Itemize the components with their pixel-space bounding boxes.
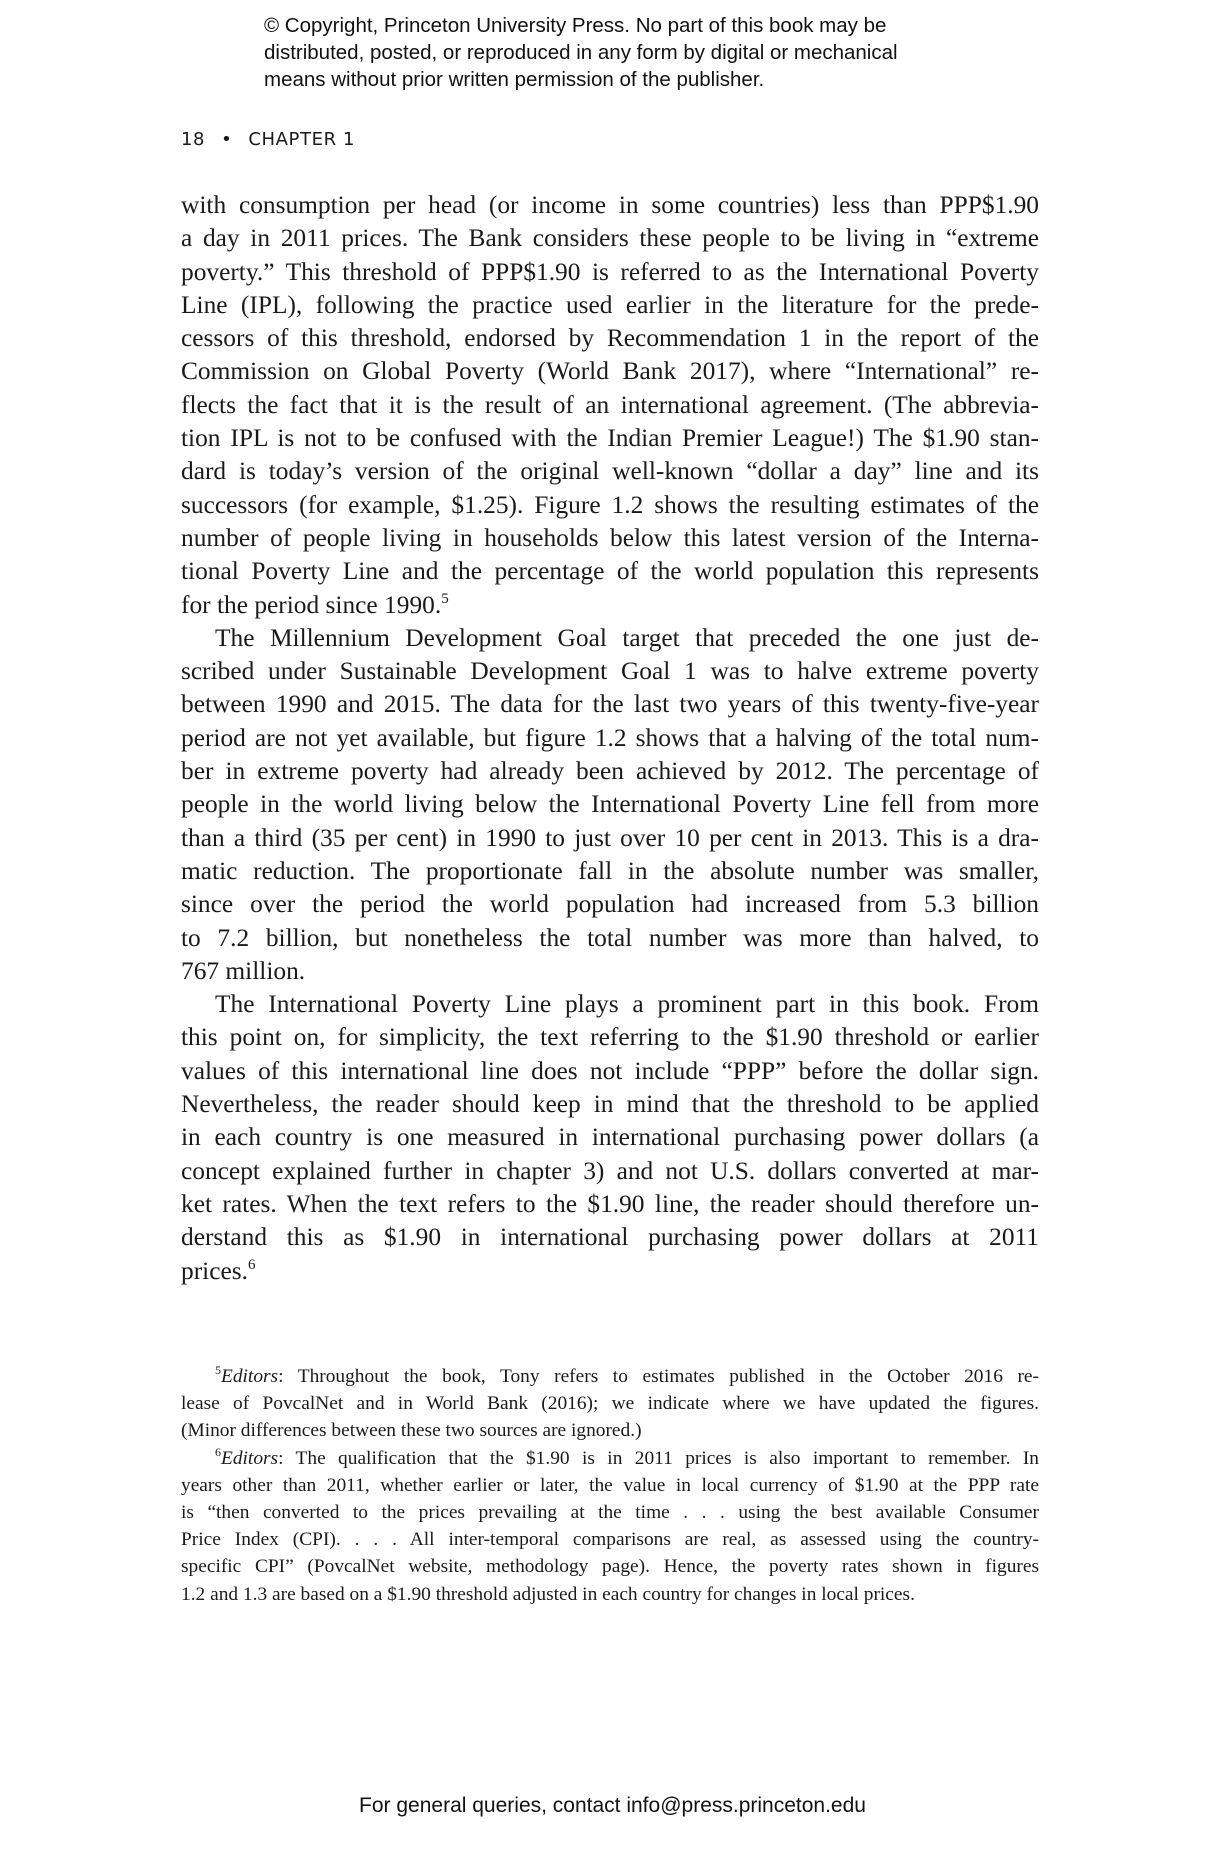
paragraph-1	[181, 189, 1039, 622]
page-number: 18	[181, 129, 206, 150]
contact-footer: For general queries, contact info@press.princeton.edu	[359, 1794, 866, 1817]
text-line	[181, 1255, 1039, 1288]
separator-bullet: •	[221, 129, 233, 150]
footnote-number: 6	[215, 1444, 221, 1459]
text-line: matic reduction. The proportionate fall in the absolute number was smaller,	[181, 856, 1039, 885]
text-line: number of people living in households below this latest version of the Interna-	[181, 523, 1039, 552]
text-line: flects the fact that it is the result of an international agreement. (The abbrevia-	[181, 390, 1039, 419]
running-head	[181, 129, 355, 150]
text-line: 767 million.	[181, 956, 306, 985]
text-line: between 1990 and 2015. The data for the last two years of this twenty-five-year	[181, 690, 1039, 719]
text-line: The International Poverty Line plays a prominent part in this book. From	[215, 990, 1039, 1019]
text-line: ber in extreme poverty had already been achieved by 2012. The percentage of	[181, 757, 1039, 786]
copyright-line: means without prior written permission of the publisher.	[264, 68, 765, 91]
text-line: cessors of this threshold, endorsed by Recommendation 1 in the report of the	[181, 324, 1039, 353]
text-line: a day in 2011 prices. The Bank considers these people to be living in “extreme	[181, 224, 1039, 253]
text-line	[181, 1363, 1039, 1390]
text-line: poverty.” This threshold of PPP$1.90 is referred to as the International Poverty	[181, 257, 1039, 286]
footnote-label: Editors	[221, 1366, 279, 1387]
text-line: derstand this as $1.90 in international purchasing power dollars at 2011	[181, 1223, 1039, 1252]
text-line	[181, 1445, 1039, 1472]
text-fragment: : The qualification that the $1.90 is in 2011 prices is also important to remember. In	[278, 1447, 1039, 1469]
chapter-label: CHAPTER 1	[248, 129, 356, 150]
text-line: Commission on Global Poverty (World Bank 2017), where “International” re-	[181, 357, 1039, 386]
copyright-line: distributed, posted, or reproduced in any form by digital or mechanical	[264, 41, 898, 64]
text-line: dard is today’s version of the original well-known “dollar a day” line and its	[181, 457, 1039, 486]
footnote-reference-6[interactable]: 6	[247, 1256, 256, 1273]
text-line: is “then converted to the prices prevailing at the time . . . using the best available Consumer	[181, 1501, 1039, 1523]
text-line: specific CPI” (PovcalNet website, methodology page). Hence, the poverty rates shown in figures	[181, 1556, 1039, 1578]
text-line: this point on, for simplicity, the text referring to the $1.90 threshold or earlier	[181, 1023, 1039, 1052]
text-line: people in the world living below the International Poverty Line fell from more	[181, 790, 1039, 819]
copyright-notice	[264, 12, 1004, 93]
footnote-6	[181, 1445, 1039, 1608]
footnote-number: 5	[215, 1363, 221, 1377]
text-line: Price Index (CPI). . . . All inter-temporal comparisons are real, as assessed using the country-	[181, 1529, 1039, 1551]
copyright-line: © Copyright, Princeton University Press. No part of this book may be	[264, 14, 887, 37]
text-line: tional Poverty Line and the percentage of the world population this represents	[181, 557, 1039, 586]
body-text	[181, 189, 1039, 1288]
paragraph-3	[181, 988, 1039, 1288]
text-line: since over the period the world population had increased from 5.3 billion	[181, 890, 1039, 919]
text-line: concept explained further in chapter 3) and not U.S. dollars converted at mar-	[181, 1156, 1039, 1185]
text-line: in each country is one measured in international purchasing power dollars (a	[181, 1123, 1039, 1152]
text-line: Line (IPL), following the practice used earlier in the literature for the prede-	[181, 290, 1039, 319]
text-line: than a third (35 per cent) in 1990 to just over 10 per cent in 2013. This is a dra-	[181, 823, 1039, 852]
text-line: (Minor differences between these two sources are ignored.)	[181, 1420, 642, 1442]
footnote-reference-5[interactable]: 5	[441, 590, 449, 607]
text-line: years other than 2011, whether earlier or later, the value in local currency of $1.90 at the PPP rate	[181, 1474, 1039, 1496]
text-line: period are not yet available, but figure 1.2 shows that a halving of the total num-	[181, 723, 1039, 752]
text-line: Nevertheless, the reader should keep in mind that the threshold to be applied	[181, 1090, 1039, 1119]
paragraph-2	[181, 622, 1039, 988]
text-line: scribed under Sustainable Development Goal 1 was to halve extreme poverty	[181, 657, 1039, 686]
text-line: lease of PovcalNet and in World Bank (2016); we indicate where we have updated the figures.	[181, 1393, 1039, 1415]
text-line: tion IPL is not to be confused with the Indian Premier League!) The $1.90 stan-	[181, 424, 1039, 453]
text-fragment: prices.	[181, 1256, 248, 1285]
footnote-5	[181, 1363, 1039, 1445]
text-line: to 7.2 billion, but nonetheless the total number was more than halved, to	[181, 923, 1039, 952]
text-line: successors (for example, $1.25). Figure 1.2 shows the resulting estimates of the	[181, 490, 1039, 519]
text-fragment: for the period since 1990.	[181, 590, 442, 619]
text-fragment: : Throughout the book, Tony refers to estimates published in the October 2016 re-	[278, 1366, 1039, 1387]
text-line: The Millennium Development Goal target that preceded the one just de-	[215, 623, 1039, 652]
text-line: 1.2 and 1.3 are based on a $1.90 threshold adjusted in each country for changes in local prices.	[181, 1583, 915, 1605]
text-line	[181, 589, 1039, 622]
footnote-label: Editors	[221, 1447, 279, 1469]
text-line: values of this international line does not include “PPP” before the dollar sign.	[181, 1056, 1039, 1085]
footnotes	[181, 1363, 1039, 1608]
text-line: ket rates. When the text refers to the $1.90 line, the reader should therefore un-	[181, 1189, 1039, 1218]
text-line: with consumption per head (or income in some countries) less than PPP$1.90	[181, 191, 1039, 219]
